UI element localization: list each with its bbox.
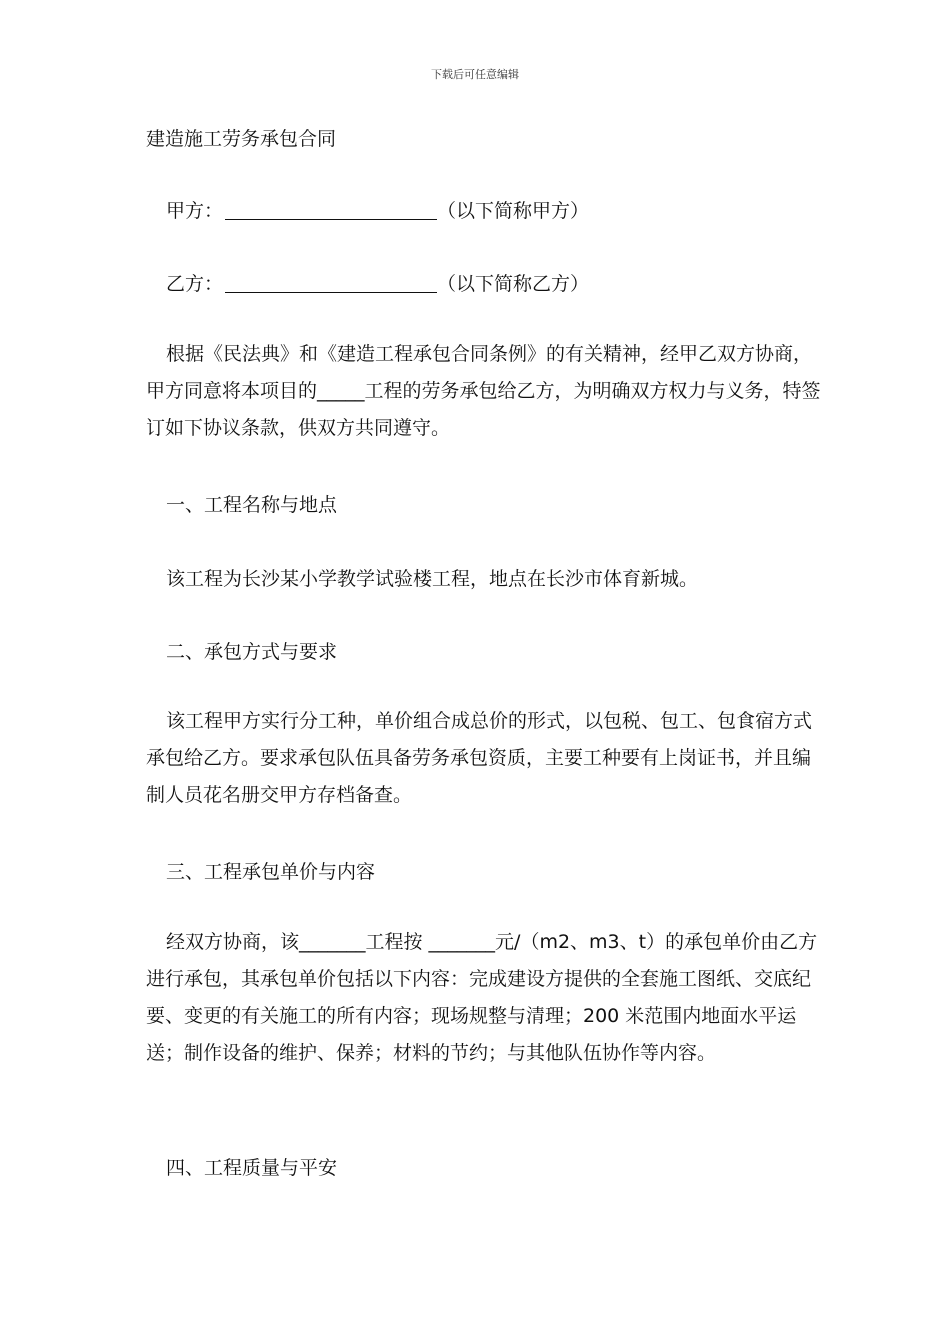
party-b-blank: [225, 272, 437, 293]
section-body: 该工程甲方实行分工种，单价组合成总价的形式，以包税、包工、包食宿方式承包给乙方。要求承包队伍具备劳务承包资质，主要工种要有上岗证书，并且编制人员花名册交甲方存档备查。: [146, 710, 813, 806]
party-a-label: 甲方：: [166, 200, 224, 222]
party-b-label: 乙方：: [166, 273, 224, 295]
document-title: 建造施工劳务承包合同: [146, 128, 337, 150]
section-heading: 四、工程质量与平安: [166, 1157, 338, 1179]
party-a-line: [166, 196, 589, 223]
section-heading: 一、工程名称与地点: [166, 494, 338, 516]
section-heading: 三、工程承包单价与内容: [166, 861, 376, 883]
header-note: 下载后可任意编辑: [431, 68, 519, 81]
intro-paragraph: 根据《民法典》和《建造工程承包合同条例》的有关精神，经甲乙双方协商，甲方同意将本项目的_____工程的劳务承包给乙方，为明确双方权力与义务，特签订如下协议条款，供双方共同遵守。: [146, 343, 821, 439]
party-a-blank: [225, 199, 437, 220]
section-body: 经双方协商，该_______工程按 _______元/（m2、m3、t）的承包单价由乙方进行承包，其承包单价包括以下内容：完成建设方提供的全套施工图纸、交底纪要、变更的有关施工的所有内容；现场规整与清理；200 米范围内地面水平运送；制作设备的维护、保养；材料的节约；与其他队伍协作等内容。: [146, 931, 818, 1064]
party-a-suffix: （以下简称甲方）: [437, 200, 590, 222]
section-heading: 二、承包方式与要求: [166, 641, 338, 663]
party-b-line: [166, 269, 589, 296]
section-body: 该工程为长沙某小学教学试验楼工程，地点在长沙市体育新城。: [166, 568, 699, 590]
party-b-suffix: （以下简称乙方）: [437, 273, 590, 295]
